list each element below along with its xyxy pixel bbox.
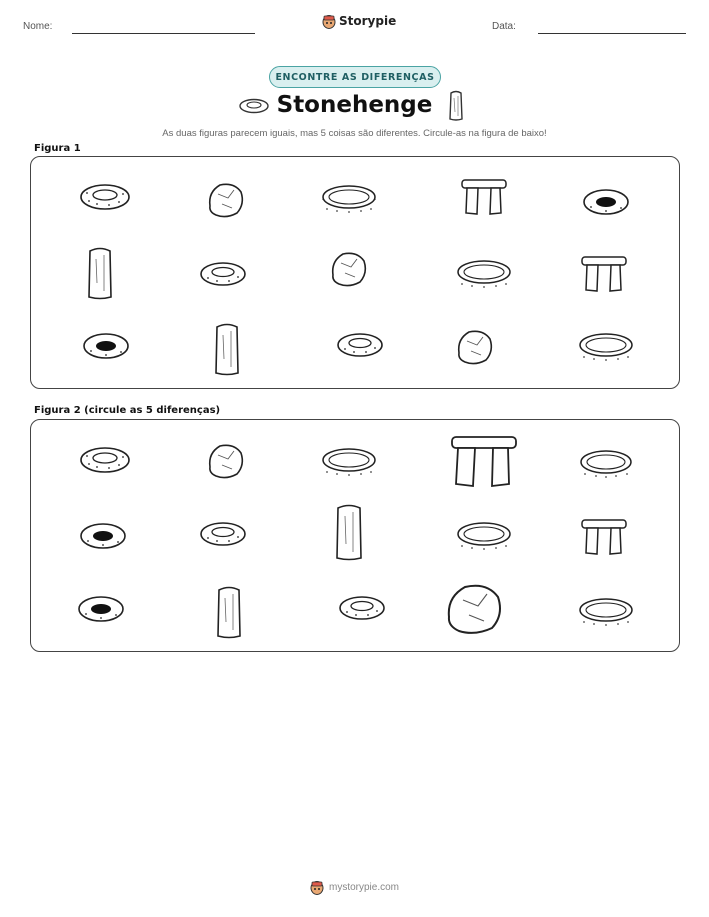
figure1-panel xyxy=(30,156,680,389)
standing-stone-icon[interactable] xyxy=(89,249,111,299)
figure2-panel xyxy=(30,419,680,652)
stone-circle-icon[interactable] xyxy=(458,261,510,288)
stone-circle-icon[interactable] xyxy=(323,449,375,476)
name-label: Nome: xyxy=(23,21,53,32)
brand-name: Storypie xyxy=(339,14,397,28)
speckled-ring-icon[interactable] xyxy=(201,263,245,285)
stone-circle-icon[interactable] xyxy=(580,599,632,626)
brand-logo xyxy=(322,13,396,29)
boulder-icon[interactable] xyxy=(333,253,366,285)
speckled-ring-icon[interactable] xyxy=(81,185,129,209)
trilithon-large-icon[interactable] xyxy=(452,437,516,486)
date-field[interactable] xyxy=(538,33,686,34)
trilithon-icon[interactable] xyxy=(582,257,626,291)
standing-stone-icon[interactable] xyxy=(218,588,240,638)
boulder-icon[interactable] xyxy=(459,331,492,363)
speckled-ring-icon[interactable] xyxy=(81,448,129,472)
name-field[interactable] xyxy=(72,33,255,34)
stone-circle-icon[interactable] xyxy=(580,334,632,361)
footer-url[interactable]: mystorypie.com xyxy=(328,881,399,893)
stone-circle-icon[interactable] xyxy=(323,186,375,213)
boulder-icon[interactable] xyxy=(210,184,243,216)
figure2-label: Figura 2 (circule as 5 diferenças) xyxy=(34,405,221,416)
ring-hole-icon[interactable] xyxy=(584,190,628,214)
instructions-text: As duas figuras parecem iguais, mas 5 coisas são diferentes. Circule-as na figura de baixo! xyxy=(162,128,547,139)
boulder-icon[interactable] xyxy=(210,445,243,477)
page-title: Stonehenge xyxy=(276,92,433,118)
ring-hole-icon[interactable] xyxy=(79,597,123,621)
boulder-large-icon[interactable] xyxy=(449,586,500,633)
figure2-canvas xyxy=(31,420,681,653)
storypie-mascot-icon xyxy=(310,879,324,895)
speckled-ring-icon[interactable] xyxy=(338,334,382,356)
stone-circle-icon[interactable] xyxy=(458,523,510,550)
storypie-mascot-icon xyxy=(322,13,336,29)
standing-stone-icon[interactable] xyxy=(337,506,361,560)
date-label: Data: xyxy=(492,21,516,32)
figure1-label: Figura 1 xyxy=(34,143,81,154)
figure1-canvas xyxy=(31,157,681,390)
ring-hole-icon[interactable] xyxy=(81,524,125,548)
stone-title-icon xyxy=(447,90,465,122)
stone-circle-icon[interactable] xyxy=(581,451,631,478)
speckled-ring-icon[interactable] xyxy=(201,523,245,545)
trilithon-icon[interactable] xyxy=(582,520,626,554)
speckled-ring-icon[interactable] xyxy=(340,597,384,619)
standing-stone-icon[interactable] xyxy=(216,325,238,375)
ring-hole-icon[interactable] xyxy=(84,334,128,358)
trilithon-icon[interactable] xyxy=(462,180,506,214)
activity-badge: ENCONTRE AS DIFERENÇAS xyxy=(269,66,441,88)
footer xyxy=(0,879,709,895)
